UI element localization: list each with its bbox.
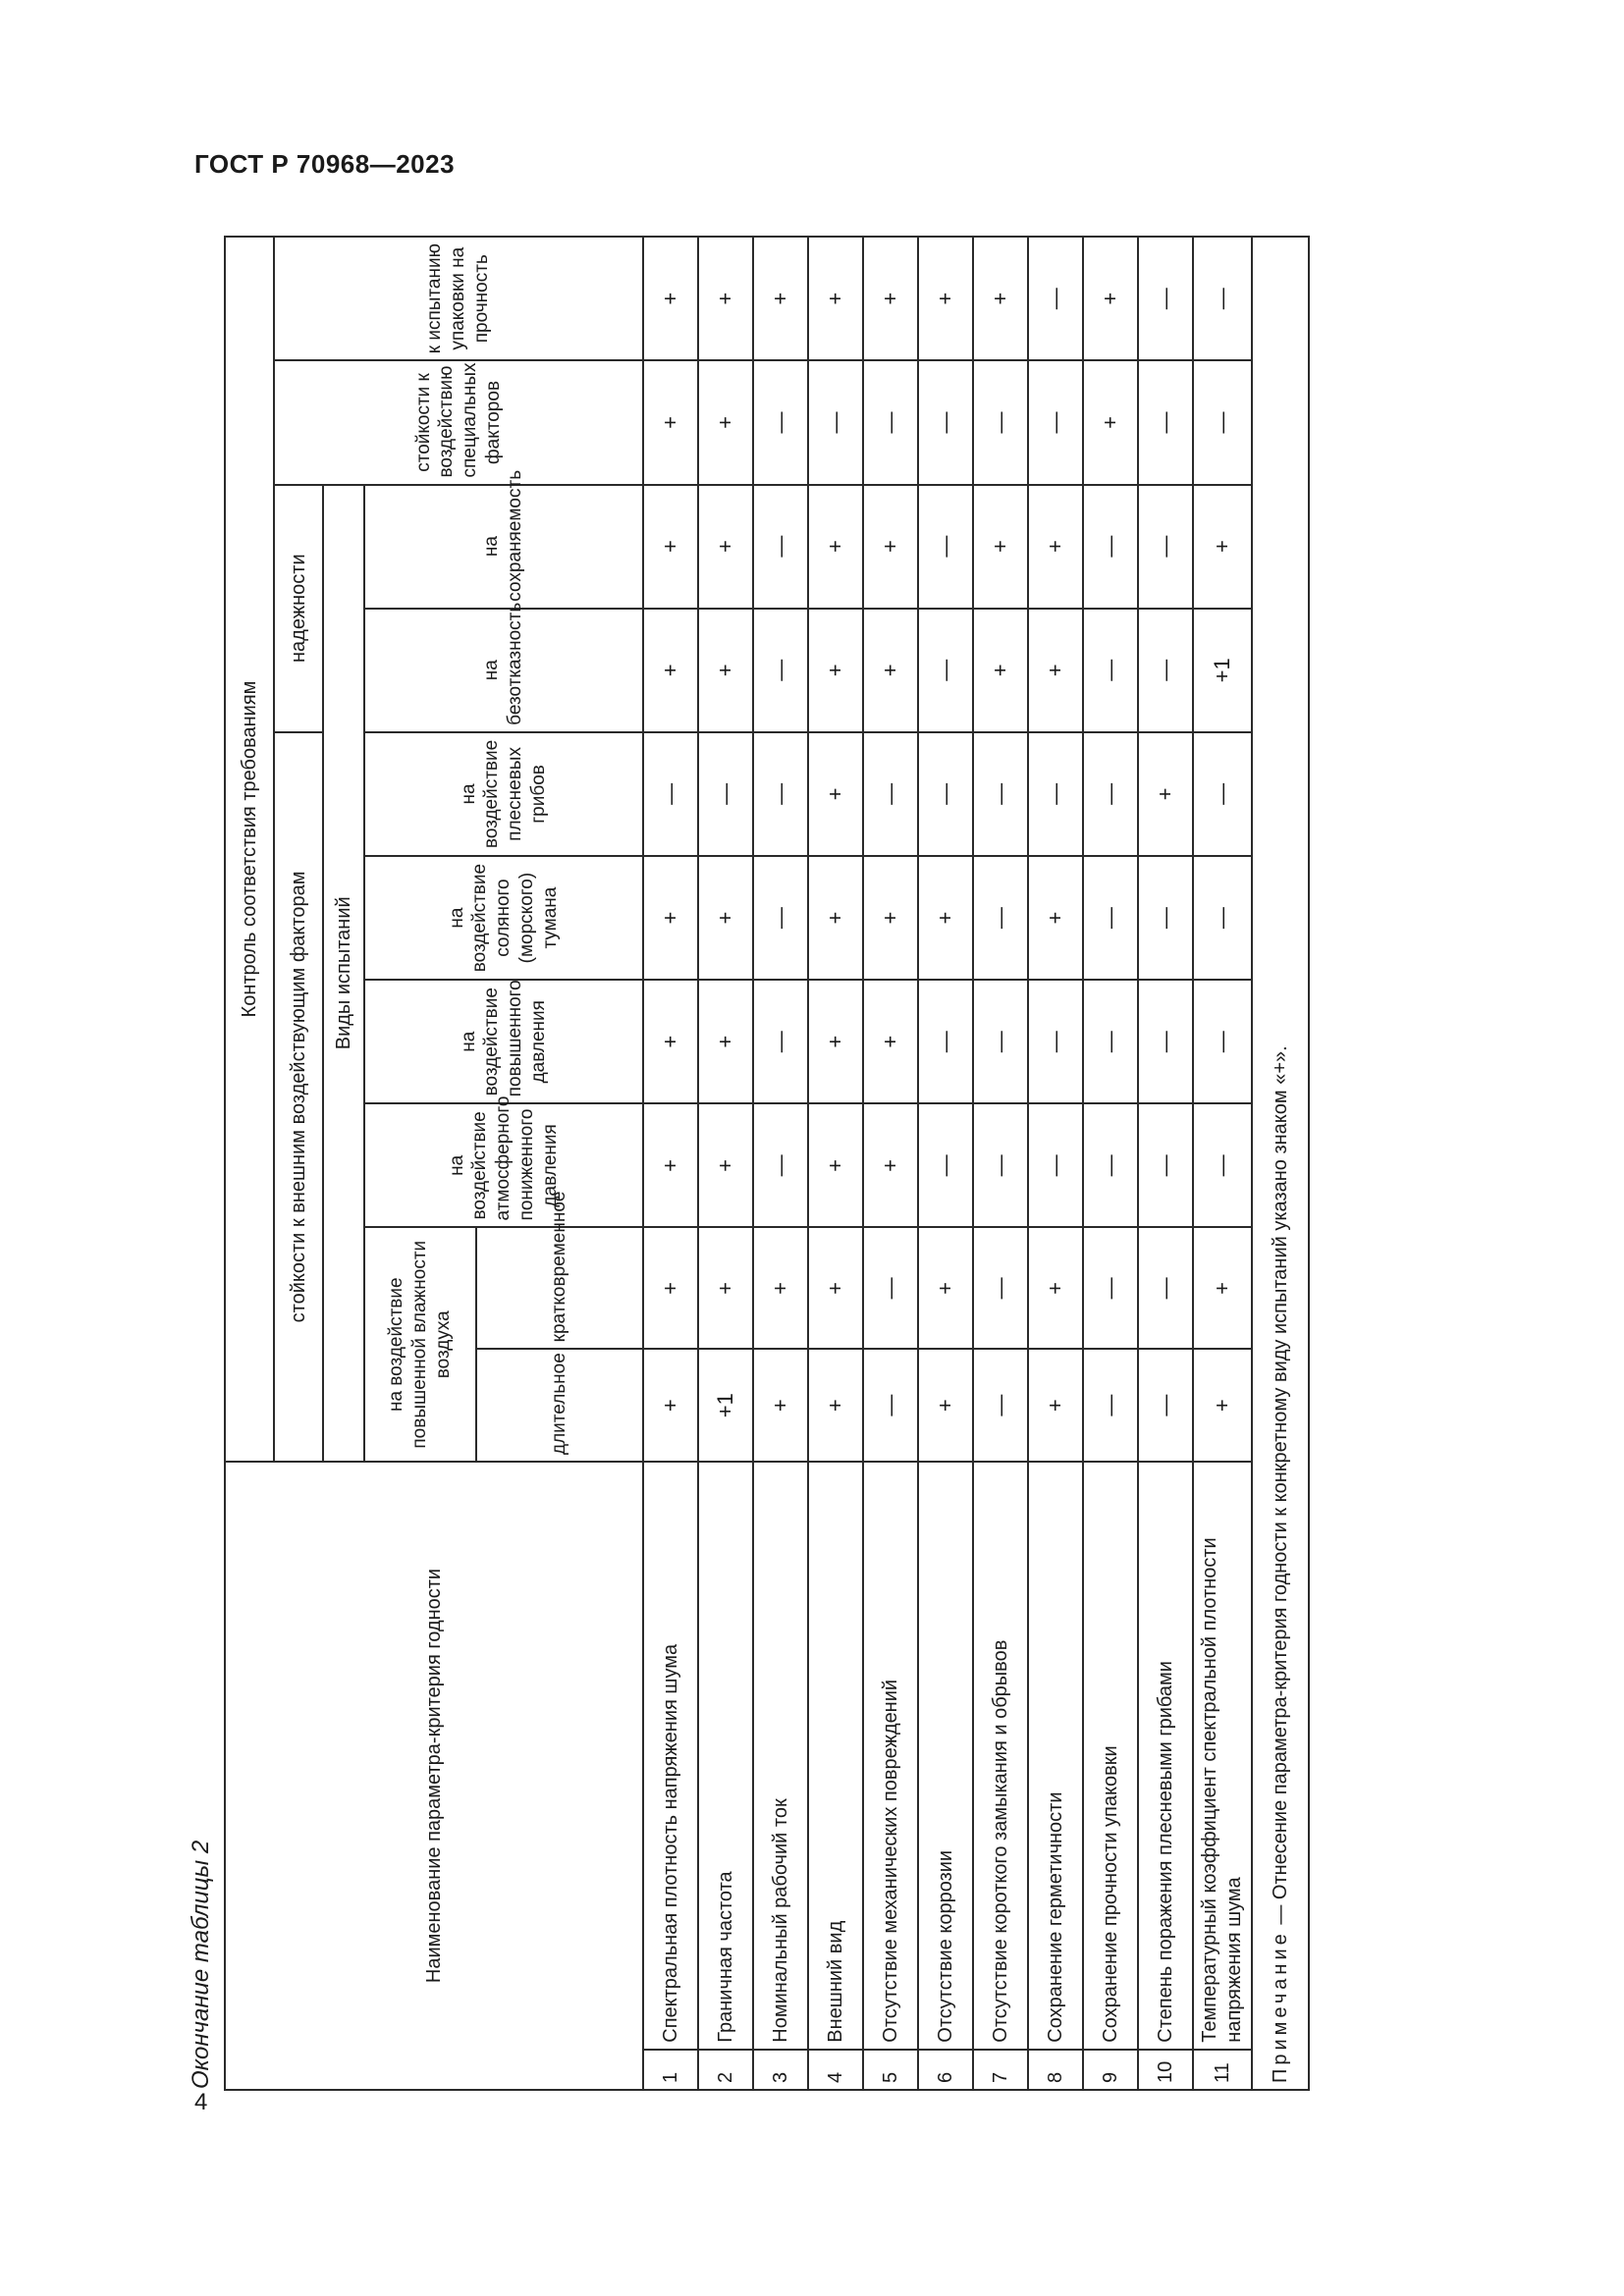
row-cell: —	[1083, 609, 1138, 732]
row-cell: +	[973, 485, 1028, 609]
row-number: 7	[973, 2050, 1028, 2090]
table-row	[973, 237, 1028, 2090]
row-cell: +	[1083, 360, 1138, 484]
row-number: 1	[643, 2050, 698, 2090]
row-cell: +	[918, 237, 973, 360]
header-row-1	[225, 237, 274, 2090]
row-cell: —	[1138, 360, 1193, 484]
row-cell: —	[918, 485, 973, 609]
humidity-long-header: длительное	[476, 1349, 643, 1462]
row-cell: —	[973, 1349, 1028, 1462]
table-row	[753, 237, 808, 2090]
table-note-row	[1252, 237, 1309, 2090]
row-cell: +	[918, 1349, 973, 1462]
row-number: 9	[1083, 2050, 1138, 2090]
row-cell: —	[1193, 732, 1252, 856]
row-cell: —	[973, 732, 1028, 856]
salt-fog-header: на воздействие соляного (морского) тумана	[364, 856, 643, 980]
row-cell: +	[808, 732, 863, 856]
row-cell: —	[863, 1227, 918, 1349]
row-cell: —	[1138, 856, 1193, 980]
row-cell: +	[1083, 237, 1138, 360]
row-cell: —	[973, 1103, 1028, 1227]
row-number: 8	[1028, 2050, 1083, 2090]
row-cell: —	[1138, 1103, 1193, 1227]
row-number: 10	[1138, 2050, 1193, 2090]
row-cell: +	[863, 856, 918, 980]
row-cell: —	[1138, 237, 1193, 360]
row-cell: —	[753, 732, 808, 856]
failure-free-header: на безотказность	[364, 609, 643, 732]
row-cell: —	[1138, 980, 1193, 1103]
row-cell: +	[1028, 856, 1083, 980]
row-number: 3	[753, 2050, 808, 2090]
row-cell: +	[1028, 1349, 1083, 1462]
row-cell: —	[1028, 980, 1083, 1103]
row-cell: +	[808, 856, 863, 980]
row-cell: +1	[1193, 609, 1252, 732]
table-row	[1138, 237, 1193, 2090]
row-cell: +	[753, 1349, 808, 1462]
row-cell: —	[1028, 732, 1083, 856]
row-cell: +	[973, 609, 1028, 732]
row-name: Номинальный рабочий ток	[753, 1462, 808, 2050]
row-number: 5	[863, 2050, 918, 2090]
row-cell: —	[643, 732, 698, 856]
table-row	[1193, 237, 1252, 2090]
row-cell: —	[863, 1349, 918, 1462]
row-cell: +	[1193, 1227, 1252, 1349]
row-cell: +	[1028, 485, 1083, 609]
row-number: 6	[918, 2050, 973, 2090]
row-cell: +	[863, 1103, 918, 1227]
row-cell: +	[698, 237, 753, 360]
rotated-table-container	[179, 236, 1310, 2091]
row-cell: +	[1193, 485, 1252, 609]
low-pressure-header: на воздействие атмосферного пониженного давления	[364, 1103, 643, 1227]
table-caption: Окончание таблицы 2	[188, 1840, 214, 2089]
row-cell: —	[753, 485, 808, 609]
row-cell: —	[753, 980, 808, 1103]
table-row	[1028, 237, 1083, 2090]
row-cell: +	[1028, 1227, 1083, 1349]
row-name: Сохранение герметичности	[1028, 1462, 1083, 2050]
group-reliability-header: надежности	[274, 485, 323, 732]
row-cell: —	[753, 360, 808, 484]
row-name: Спектральная плотность напряжения шума	[643, 1462, 698, 2050]
row-cell: +	[753, 237, 808, 360]
test-types-header: Виды испытаний	[323, 485, 364, 1462]
row-cell: —	[918, 980, 973, 1103]
row-cell: —	[1083, 1227, 1138, 1349]
row-cell: +	[808, 1103, 863, 1227]
row-cell: —	[1138, 609, 1193, 732]
row-cell: —	[1193, 1103, 1252, 1227]
row-cell: +	[863, 609, 918, 732]
row-cell: +	[808, 609, 863, 732]
row-cell: +	[698, 980, 753, 1103]
row-name: Температурный коэффициент спектральной плотности напряжения шума	[1193, 1462, 1252, 2050]
row-cell: +	[753, 1227, 808, 1349]
row-cell: —	[973, 360, 1028, 484]
table-note	[1252, 237, 1309, 2090]
row-cell: +	[973, 237, 1028, 360]
group-external-header: стойкости к внешним воздействующим факторам	[274, 732, 323, 1462]
row-cell: +	[698, 485, 753, 609]
row-cell: +	[698, 360, 753, 484]
row-cell: +	[1028, 609, 1083, 732]
row-cell: —	[808, 360, 863, 484]
row-cell: —	[1083, 732, 1138, 856]
row-cell: +	[698, 609, 753, 732]
row-cell: +	[643, 485, 698, 609]
row-cell: +	[1138, 732, 1193, 856]
row-cell: +	[643, 237, 698, 360]
row-cell: +	[918, 1227, 973, 1349]
criteria-table	[224, 236, 1310, 2091]
row-cell: —	[973, 1227, 1028, 1349]
row-cell: —	[1193, 360, 1252, 484]
row-name: Отсутствие коррозии	[918, 1462, 973, 2050]
group-package-header: к испытанию упаковки на прочность	[274, 237, 643, 360]
mold-header: на воздействие плесневых грибов	[364, 732, 643, 856]
row-cell: +	[863, 237, 918, 360]
row-cell: —	[918, 732, 973, 856]
row-cell: —	[918, 360, 973, 484]
row-cell: +	[643, 1349, 698, 1462]
row-cell: +	[808, 980, 863, 1103]
row-cell: —	[1138, 1349, 1193, 1462]
name-column-header: Наименование параметра-критерия годности	[225, 1462, 643, 2090]
high-pressure-header: на воздействие повышенного давления	[364, 980, 643, 1103]
storability-header: на сохраняемость	[364, 485, 643, 609]
note-text: — Отнесение параметра-критерия годности к конкретному виду испытаний указано знаком «+».	[1269, 1045, 1291, 1931]
row-cell: +	[808, 1349, 863, 1462]
row-cell: +	[643, 980, 698, 1103]
row-cell: —	[918, 609, 973, 732]
row-cell: —	[1028, 237, 1083, 360]
row-cell: —	[1193, 237, 1252, 360]
row-cell: —	[1083, 980, 1138, 1103]
page-number: 4	[194, 2089, 208, 2115]
row-cell: —	[753, 609, 808, 732]
row-cell: —	[1193, 980, 1252, 1103]
row-cell: —	[753, 1103, 808, 1227]
table-row	[1083, 237, 1138, 2090]
table-row	[863, 237, 918, 2090]
row-cell: —	[1193, 856, 1252, 980]
row-cell: +	[698, 1227, 753, 1349]
row-cell: —	[1138, 1227, 1193, 1349]
row-cell: +	[808, 1227, 863, 1349]
control-header: Контроль соответствия требованиям	[225, 237, 274, 1462]
row-cell: —	[973, 856, 1028, 980]
row-name: Внешний вид	[808, 1462, 863, 2050]
row-cell: +	[643, 1103, 698, 1227]
row-cell: —	[863, 360, 918, 484]
row-cell: +	[698, 856, 753, 980]
row-cell: +	[643, 856, 698, 980]
row-cell: —	[1083, 485, 1138, 609]
row-cell: +	[918, 856, 973, 980]
row-cell: —	[1083, 1103, 1138, 1227]
table-row	[808, 237, 863, 2090]
row-cell: +	[698, 1103, 753, 1227]
note-label: Примечание	[1269, 1930, 1291, 2083]
group-special-header: стойкости к воздействию специальных факторов	[274, 360, 643, 484]
row-name: Отсутствие короткого замыкания и обрывов	[973, 1462, 1028, 2050]
row-cell: —	[753, 856, 808, 980]
row-cell: —	[698, 732, 753, 856]
row-cell: +1	[698, 1349, 753, 1462]
row-name: Отсутствие механических повреждений	[863, 1462, 918, 2050]
row-cell: —	[863, 732, 918, 856]
document-header: ГОСТ Р 70968—2023	[194, 149, 456, 179]
row-name: Сохранение прочности упаковки	[1083, 1462, 1138, 2050]
row-cell: —	[1083, 856, 1138, 980]
row-number: 4	[808, 2050, 863, 2090]
row-cell: —	[918, 1103, 973, 1227]
row-name: Граничная частота	[698, 1462, 753, 2050]
row-cell: +	[863, 485, 918, 609]
row-cell: +	[643, 1227, 698, 1349]
table-row	[643, 237, 698, 2090]
row-cell: +	[1193, 1349, 1252, 1462]
row-number: 11	[1193, 2050, 1252, 2090]
row-number: 2	[698, 2050, 753, 2090]
humidity-header: на воздействие повышенной влажности воздуха	[364, 1227, 476, 1462]
row-cell: +	[808, 237, 863, 360]
table-row	[698, 237, 753, 2090]
row-cell: —	[1028, 360, 1083, 484]
humidity-short-header: кратковременное	[476, 1227, 643, 1349]
row-cell: —	[1028, 1103, 1083, 1227]
row-name: Степень поражения плесневыми грибами	[1138, 1462, 1193, 2050]
row-cell: —	[973, 980, 1028, 1103]
table-row	[918, 237, 973, 2090]
row-cell: +	[643, 609, 698, 732]
row-cell: —	[1083, 1349, 1138, 1462]
row-cell: +	[808, 485, 863, 609]
row-cell: —	[1138, 485, 1193, 609]
row-cell: +	[863, 980, 918, 1103]
row-cell: +	[643, 360, 698, 484]
